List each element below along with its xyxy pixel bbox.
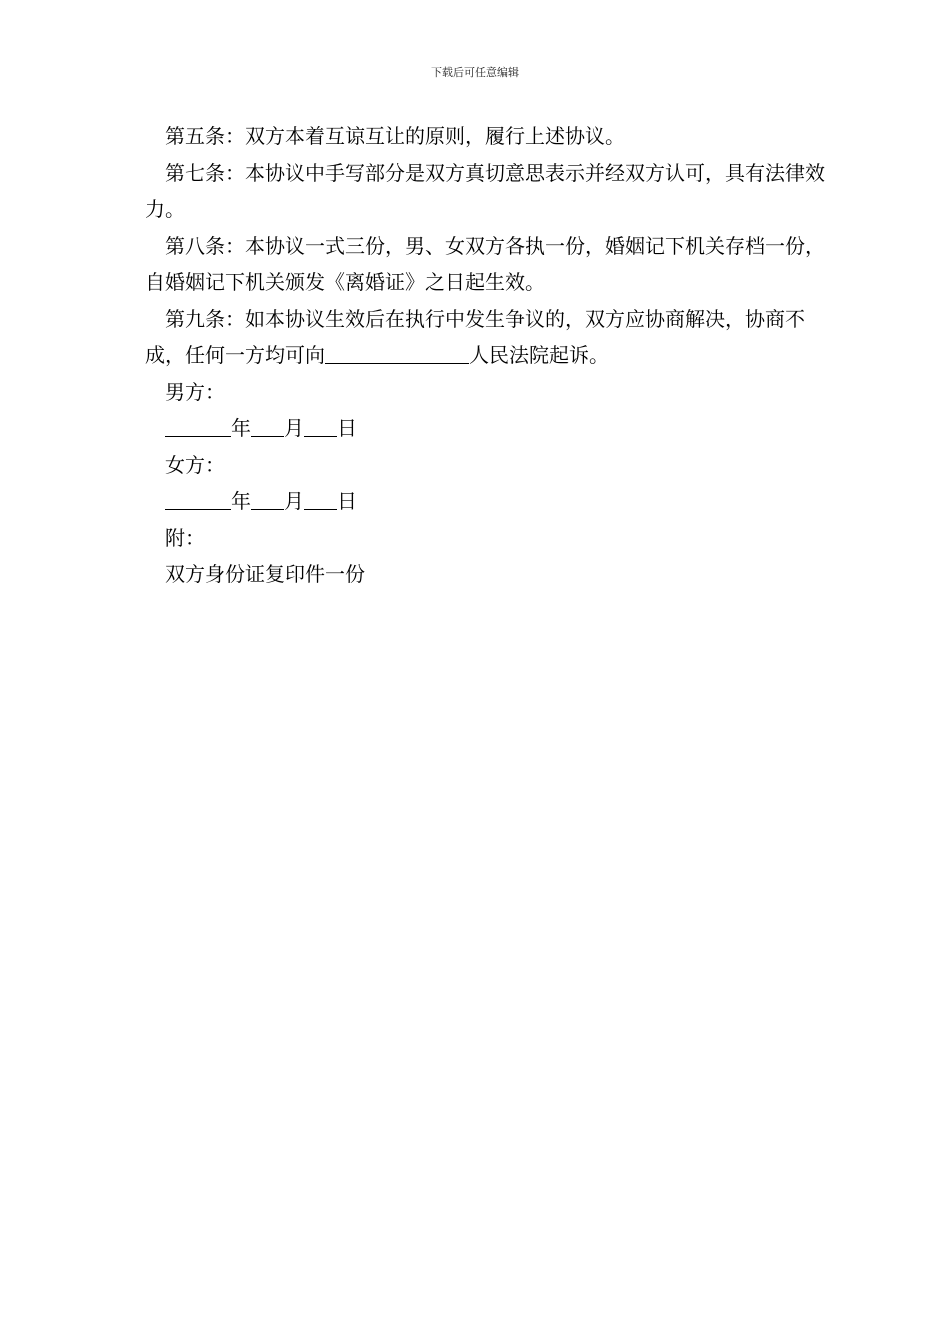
page-header: 下载后可任意编辑 xyxy=(431,66,519,79)
female-day-blank[interactable] xyxy=(304,487,337,510)
female-signature-label: 女方： xyxy=(165,452,225,477)
male-year-blank[interactable] xyxy=(165,414,231,437)
female-date-line xyxy=(145,483,835,520)
female-month-blank[interactable] xyxy=(251,487,284,510)
male-signature-label: 男方： xyxy=(165,379,225,404)
male-day-blank[interactable] xyxy=(304,414,337,437)
attachment-item: 双方身份证复印件一份 xyxy=(165,562,365,586)
month-label: 月 xyxy=(284,489,304,513)
female-year-blank[interactable] xyxy=(165,487,231,510)
year-label: 年 xyxy=(231,489,251,513)
document-body xyxy=(145,118,835,593)
male-month-blank[interactable] xyxy=(251,414,284,437)
day-label: 日 xyxy=(337,489,357,513)
clause-7: 第七条：本协议中手写部分是双方真切意思表示并经双方认可，具有法律效力。 xyxy=(145,160,825,221)
clause-5: 第五条：双方本着互谅互让的原则，履行上述协议。 xyxy=(165,124,625,148)
male-date-line xyxy=(145,410,835,447)
clause-9-ending: 人民法院起诉。 xyxy=(469,343,609,367)
attachment-label: 附： xyxy=(165,525,205,550)
clause-9-text: 第九条：如本协议生效后在执行中发生争议的，双方应协商解决，协商不成，任何一方均可向 xyxy=(145,306,805,367)
clause-9 xyxy=(145,301,835,374)
year-label: 年 xyxy=(231,416,251,440)
day-label: 日 xyxy=(337,416,357,440)
clause-8: 第八条：本协议一式三份，男、女双方各执一份，婚姻记下机关存档一份，自婚姻记下机关颁发《离婚证》之日起生效。 xyxy=(145,233,825,294)
month-label: 月 xyxy=(284,416,304,440)
court-name-blank[interactable] xyxy=(325,341,469,364)
